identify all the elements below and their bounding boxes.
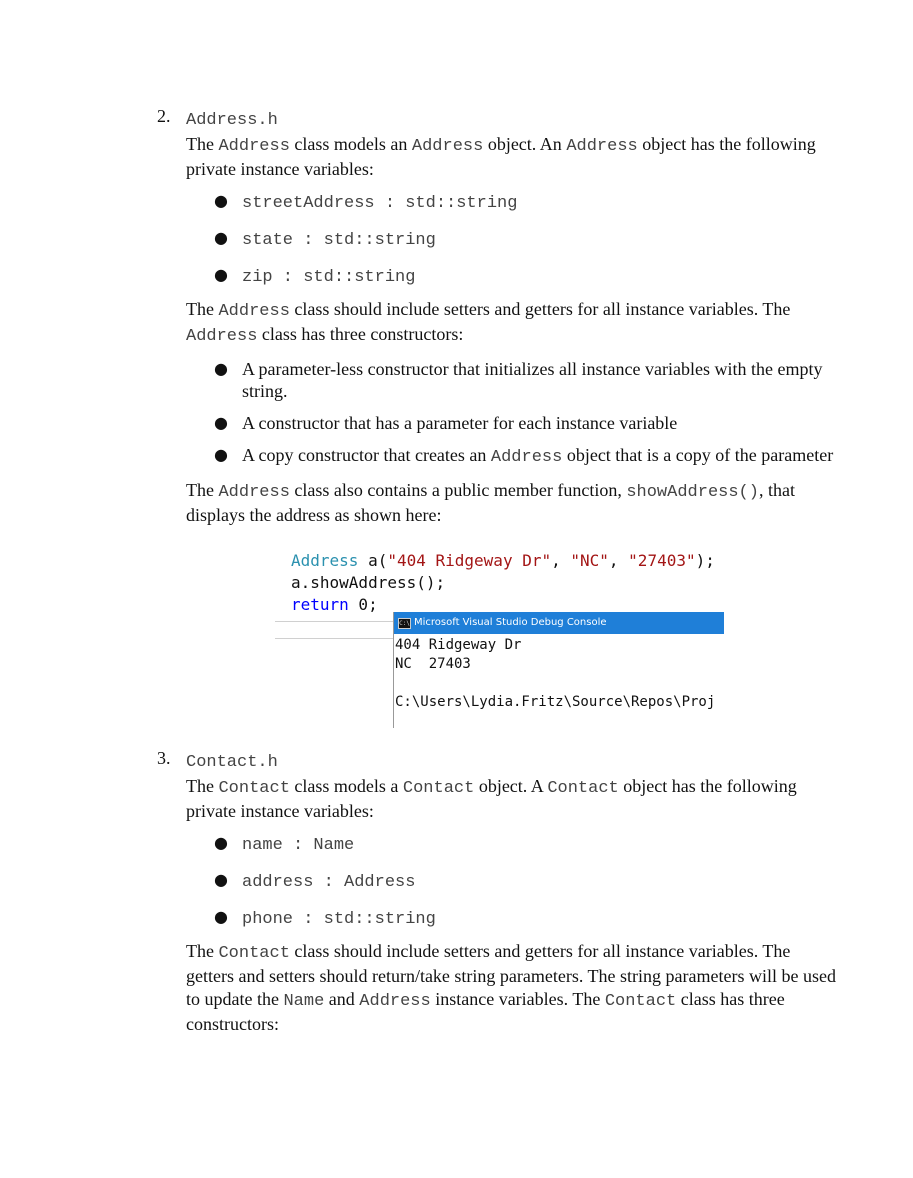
- instance-variable-list: [214, 831, 837, 932]
- bullet-icon: ●: [214, 907, 228, 926]
- console-title-bar: [394, 612, 724, 634]
- section-number: 2.: [157, 106, 171, 126]
- setters-paragraph: The Address class should include setters and getters for all instance variables. The Address class has three constructors:: [186, 299, 791, 346]
- bullet-icon: ●: [214, 265, 228, 284]
- setters-paragraph: The Contact class should include setters and getters for all instance variables. The getters and setters should return/take string parameters. The string parameters will be used to update the Name and Address instance variables. The Contact class has three constructors:: [186, 941, 836, 1034]
- list-item: ● streetAddress : std::string: [214, 191, 518, 213]
- list-item: ● name : Name: [214, 833, 355, 855]
- bullet-icon: ●: [214, 870, 228, 889]
- bullet-icon: ●: [214, 191, 228, 210]
- list-item: ● state : std::string: [214, 228, 436, 250]
- console-icon: C:\: [399, 619, 410, 627]
- section-number: 3.: [157, 748, 171, 768]
- list-item: ● zip : std::string: [214, 265, 416, 287]
- section-heading: [186, 106, 837, 133]
- intro-paragraph: The Address class models an Address object. An Address object has the following private instance variables:: [186, 134, 816, 179]
- editor-divider: [275, 621, 393, 622]
- constructor-list: [214, 358, 837, 469]
- bullet-icon: ●: [214, 833, 228, 852]
- editor-divider: [275, 638, 393, 639]
- instance-variable-list: [214, 189, 837, 290]
- list-item: ● address : Address: [214, 870, 416, 892]
- bullet-icon: ●: [214, 413, 228, 432]
- list-item: ● phone : std::string: [214, 907, 436, 929]
- section-address: [157, 106, 837, 527]
- code-screenshot: [275, 550, 730, 730]
- member-paragraph: The Address class also contains a public member function, showAddress(), that displays the address as shown here:: [186, 480, 795, 525]
- code-block: Address a("404 Ridgeway Dr", "NC", "27403"); a.showAddress(); return 0;: [291, 551, 715, 614]
- heading-code: Address.h: [186, 111, 278, 130]
- bullet-icon: ●: [214, 445, 228, 464]
- console-output: 404 Ridgeway Dr NC 27403 C:\Users\Lydia.Fritz\Source\Repos\Proj: [395, 637, 716, 710]
- intro-paragraph: The Contact class models a Contact object. A Contact object has the following private instance variables:: [186, 776, 797, 821]
- list-item: ● A copy constructor that creates an Address object that is a copy of the parameter: [214, 445, 834, 467]
- section-heading: [186, 748, 837, 775]
- list-item: ● A parameter-less constructor that initializes all instance variables with the empty string.: [214, 359, 823, 401]
- bullet-icon: ●: [214, 359, 228, 378]
- list-item: ● A constructor that has a parameter for each instance variable: [214, 413, 678, 433]
- section-contact: [157, 748, 837, 1036]
- debug-console-window: [393, 612, 724, 728]
- bullet-icon: ●: [214, 228, 228, 247]
- heading-code: Contact.h: [186, 753, 278, 772]
- console-title: Microsoft Visual Studio Debug Console: [414, 617, 607, 628]
